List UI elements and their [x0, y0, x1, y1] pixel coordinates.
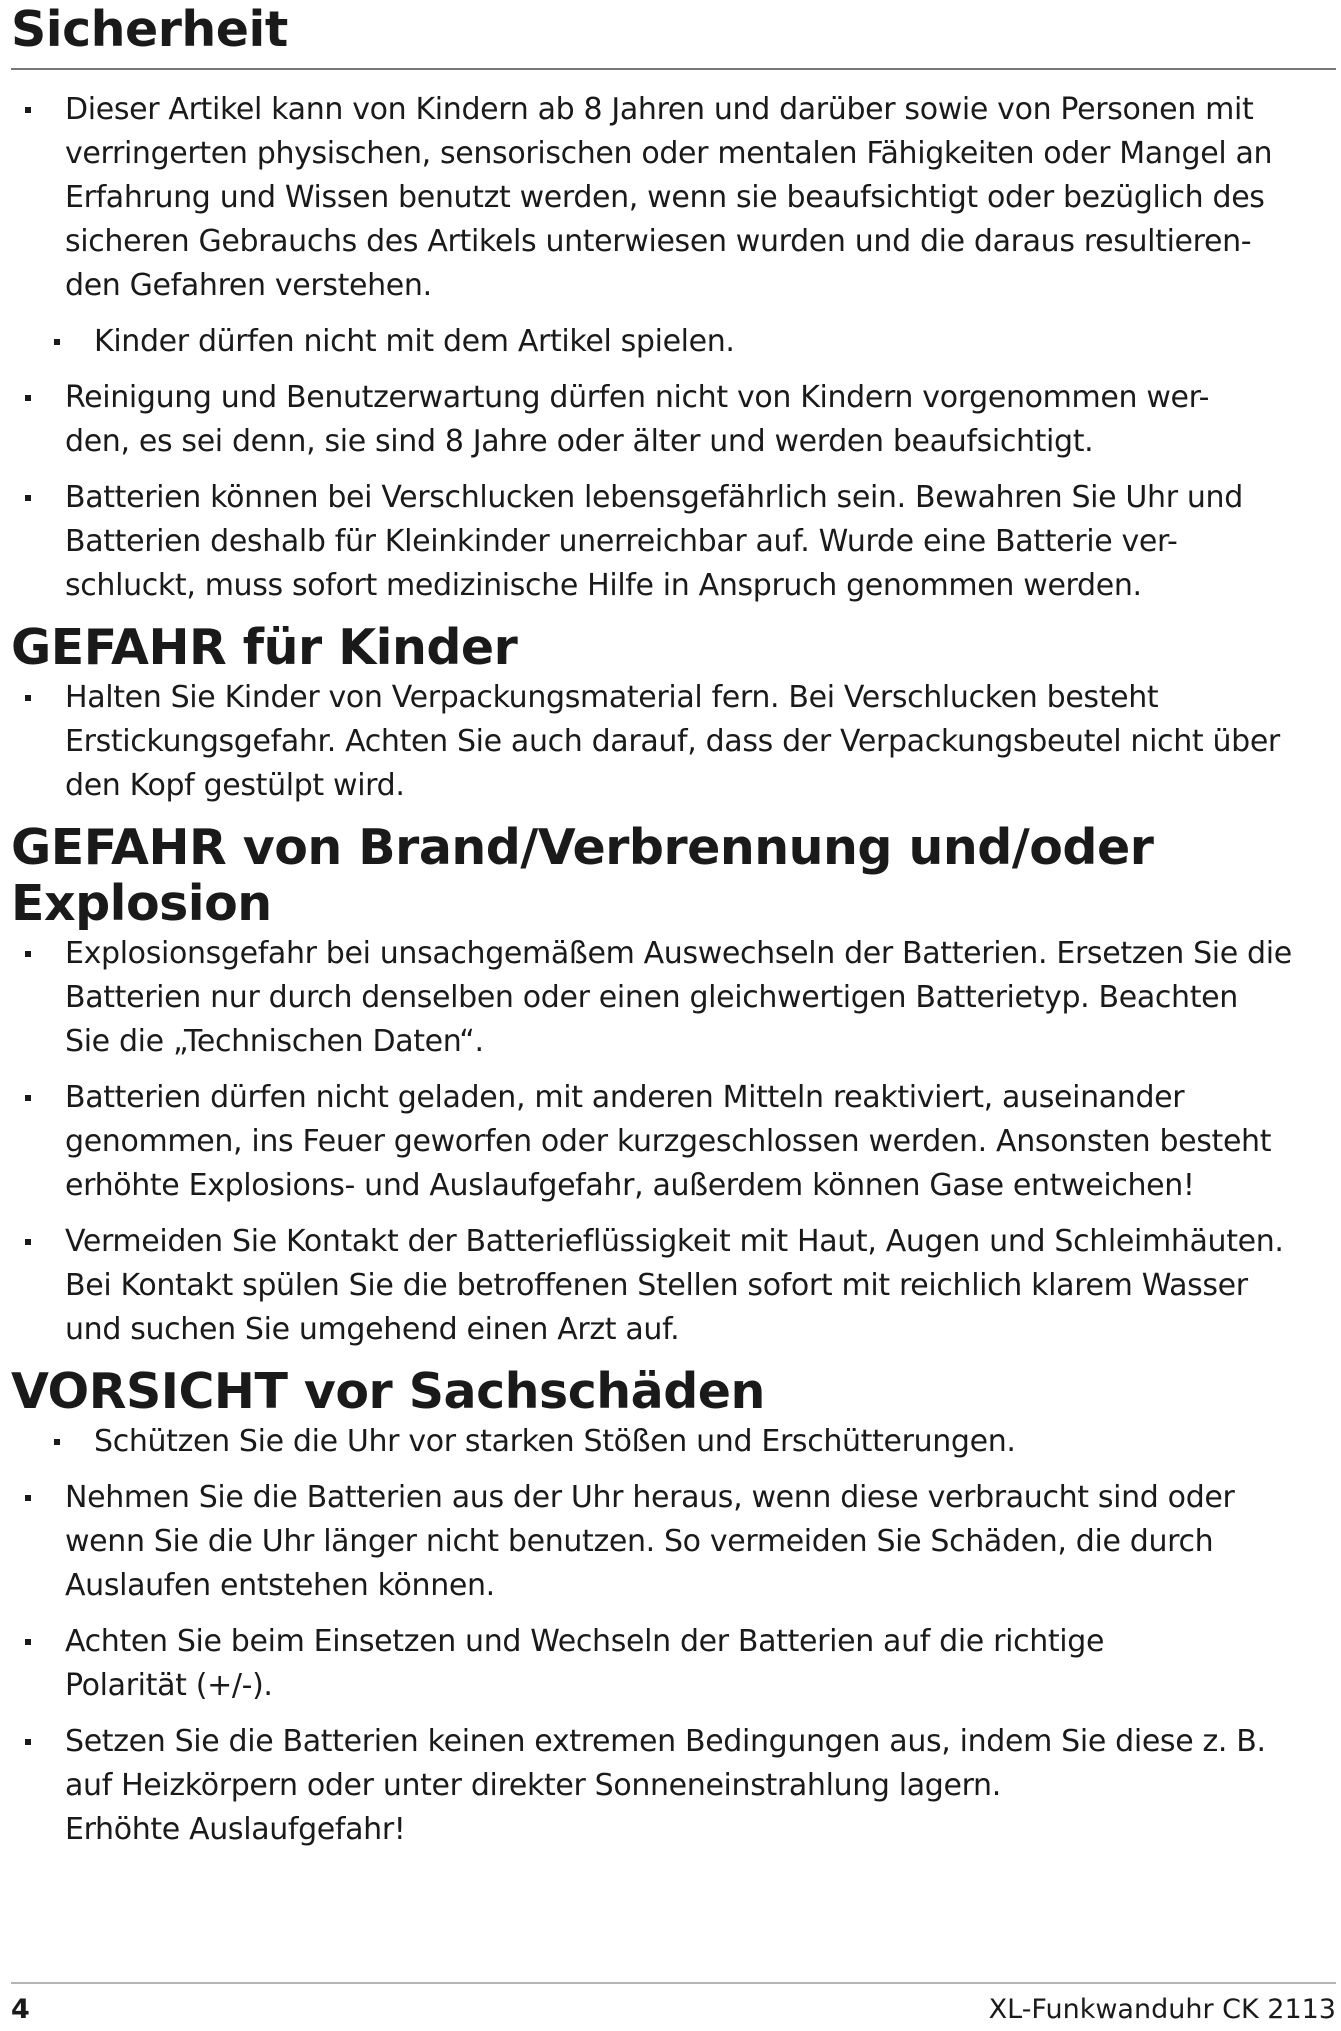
list-item: Achten Sie beim Einsetzen und Wechseln der Batterien auf die richtige Polarität (+/-).: [11, 1620, 1336, 1708]
list-item: Dieser Artikel kann von Kindern ab 8 Jahren und darüber sowie von Personen mit verringerten physischen, sensorischen oder mentalen Fähigkeiten oder Mangel an Erfahrung und Wissen benutzt werden, wenn sie beaufsichtigt oder bezüglich des sicheren Gebrauchs des Artikels unterwiesen wurden und die daraus resultieren- den Gefahren verstehen.: [11, 88, 1336, 308]
section-list-gefahr-brand: [11, 932, 1336, 1352]
list-item: Explosionsgefahr bei unsachgemäßem Auswechseln der Batterien. Ersetzen Sie die Batterien nur durch denselben oder einen gleichwertigen Batterietyp. Beachten Sie die „Technischen Daten“.: [11, 932, 1336, 1064]
list-item: Setzen Sie die Batterien keinen extremen Bedingungen aus, indem Sie diese z. B. auf Heizkörpern oder unter direkter Sonneneinstrahlung lagern. Erhöhte Auslaufgefahr!: [11, 1720, 1336, 1852]
page-number: 4: [11, 1994, 30, 2025]
list-item: Nehmen Sie die Batterien aus der Uhr heraus, wenn diese verbraucht sind oder wenn Sie die Uhr länger nicht benutzen. So vermeiden Sie Schäden, die durch Auslaufen entstehen können.: [11, 1476, 1336, 1608]
section-list-vorsicht: [11, 1420, 1336, 1852]
section-list-sicherheit: [11, 88, 1336, 608]
product-name: XL-Funkwanduhr CK 2113: [988, 1994, 1336, 2025]
section-title-sicherheit: Sicherheit: [11, 0, 1336, 70]
list-item: Batterien können bei Verschlucken lebensgefährlich sein. Bewahren Sie Uhr und Batterien deshalb für Kleinkinder unerreichbar auf. Wurde eine Batterie ver- schluckt, muss sofort medizinische Hilfe in Anspruch genommen werden.: [11, 476, 1336, 608]
list-item: Vermeiden Sie Kontakt der Batterieflüssigkeit mit Haut, Augen und Schleimhäuten. Bei Kontakt spülen Sie die betroffenen Stellen sofort mit reichlich klarem Wasser und suchen Sie umgehend einen Arzt auf.: [11, 1220, 1336, 1352]
section-title-vorsicht: VORSICHT vor Sachschäden: [11, 1363, 765, 1420]
list-item: Batterien dürfen nicht geladen, mit anderen Mitteln reaktiviert, auseinander genommen, ins Feuer geworfen oder kurzgeschlossen werden. Ansonsten besteht erhöhte Explosions- und Auslaufgefahr, außerdem können Gase entweichen!: [11, 1076, 1336, 1208]
document-page: [11, 0, 1336, 1864]
section-title-gefahr-brand: GEFAHR von Brand/Verbrennung und/oder Explosion: [11, 819, 1154, 932]
section-list-gefahr-kinder: [11, 676, 1336, 808]
section-title-gefahr-kinder: GEFAHR für Kinder: [11, 619, 518, 676]
page-footer: [11, 1982, 1336, 2028]
list-item: Kinder dürfen nicht mit dem Artikel spielen.: [11, 320, 1336, 364]
list-item: Reinigung und Benutzerwartung dürfen nicht von Kindern vorgenommen wer- den, es sei denn, sie sind 8 Jahre oder älter und werden beaufsichtigt.: [11, 376, 1336, 464]
list-item: Schützen Sie die Uhr vor starken Stößen und Erschütterungen.: [11, 1420, 1336, 1464]
list-item: Halten Sie Kinder von Verpackungsmaterial fern. Bei Verschlucken besteht Erstickungsgefahr. Achten Sie auch darauf, dass der Verpackungsbeutel nicht über den Kopf gestülpt wird.: [11, 676, 1336, 808]
